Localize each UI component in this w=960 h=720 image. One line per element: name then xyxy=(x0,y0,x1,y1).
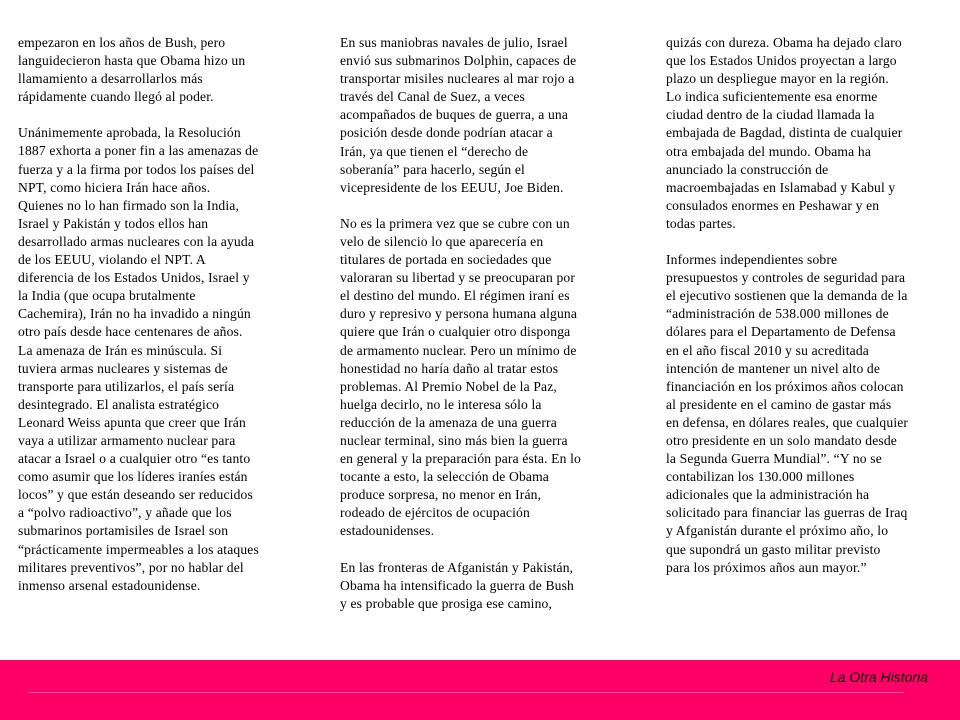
paragraph: Unánimemente aprobada, la Resolución 1887 exhorta a poner fin a las amenazas de fuerza y a la firma por todos los países del NPT, como hiciera Irán hace años. Quienes no lo han firmado son la India, Israel y Pakistán y todos ellos han desarrollado armas nucleares con la ayuda de los EEUU, violando el NPT. A diferencia de los Estados Unidos, Israel y la India (que ocupa brutalmente Cachemira), Irán no ha invadido a ningún otro país desde hace centenares de años. La amenaza de Irán es minúscula. Si tuviera armas nucleares y sistemas de transporte para utilizarlos, el país sería desintegrado. El analista estratégico Leonard Weiss apunta que creer que Irán vaya a utilizar armamento nuclear para atacar a Israel o a cualquier otro “es tanto como asumir que los líderes iraníes están locos” y que están deseando ser reducidos a “polvo radioactivo”, y añade que los submarinos portamisiles de Israel son “prácticamente impermeables a los ataques militares preventivos”, por no hablar del inmenso arsenal estadounidense. xyxy=(18,125,259,593)
paragraph: En las fronteras de Afganistán y Pakistán, Obama ha intensificado la guerra de Bush y es probable que prosiga ese camino, xyxy=(340,559,574,611)
paragraph: quizás con dureza. Obama ha dejado claro que los Estados Unidos proyectan a largo plazo un despliegue mayor en la región. Lo indica suficientemente esa enorme ciudad dentro de la ciudad llamada la embajada de Bagdad, distinta de cualquier otra embajada del mundo. Obama ha anunciado la construcción de macroembajadas en Islamabad y Kabul y consulados enormes en Peshawar y en todas partes. xyxy=(666,35,903,231)
text-column-1 xyxy=(18,34,308,613)
paragraph: No es la primera vez que se cubre con un velo de silencio lo que aparecería en titulares de portada en sociedades que valoraran su libertad y se preocuparan por el destino del mundo. El régimen iraní es duro y represivo y persona humana alguna quiere que Irán o cualquier otro disponga de armamento nuclear. Pero un mínimo de honestidad no haría daño al tratar estos problemas. Al Premio Nobel de la Paz, huelga decirlo, no le interesa sólo la reducción de la amenaza de una guerra nuclear terminal, sino más bien la guerra en general y la preparación para ésta. En lo tocante a esto, la selección de Obama produce sorpresa, no menor en Irán, rodeado de ejércitos de ocupación estadounidenses. xyxy=(340,215,581,539)
paragraph: empezaron en los años de Bush, pero languidecieron hasta que Obama hizo un llamamiento a desarrollarlos más rápidamente cuando llegó al poder. xyxy=(18,35,246,105)
paragraph: En sus maniobras navales de julio, Israel envió sus submarinos Dolphin, capaces de transportar misiles nucleares al mar rojo a través del Canal de Suez, a veces acompañados de buques de guerra, a una posición desde donde podrían atacar a Irán, ya que tienen el “derecho de soberanía” para hacerlo, según el vicepresidente de los EEUU, Joe Biden. xyxy=(340,35,577,195)
footer-bar xyxy=(0,660,960,720)
text-column-2 xyxy=(340,34,630,631)
text-column-3 xyxy=(666,34,956,595)
footer-divider xyxy=(28,692,904,693)
paragraph: Informes independientes sobre presupuestos y controles de seguridad para el ejecutivo sostienen que la demanda de la “administración de 538.000 millones de dólares para el Departamento de Defensa en el año fiscal 2010 y su acreditada intención de mantener un nivel alto de financiación en los próximos años colocan al presidente en el camino de gastar más en defensa, en dólares reales, que cualquier otro presidente en un solo mandato desde la Segunda Guerra Mundial”. “Y no se contabilizan los 130.000 millones adicionales que la administración ha solicitado para financiar las guerras de Iraq y Afganistán durante el próximo año, lo que supondrá un gasto militar previsto para los próximos años aun mayor.” xyxy=(666,252,909,575)
footer-title: La Otra Historia xyxy=(829,669,928,685)
